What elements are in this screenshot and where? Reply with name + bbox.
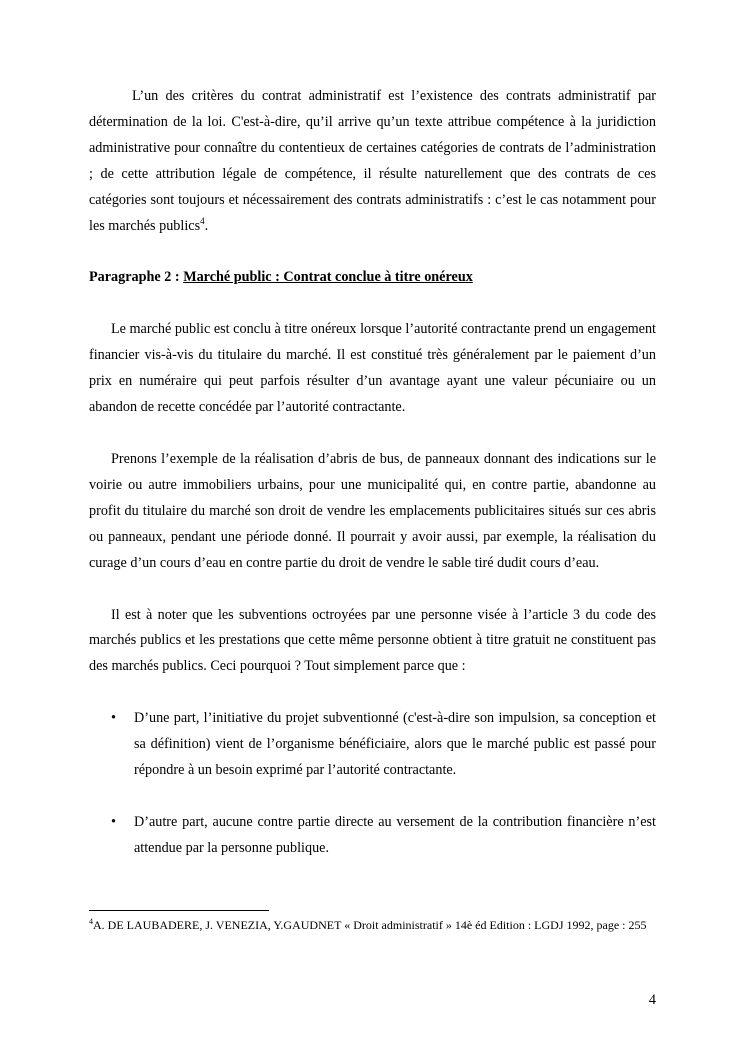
paragraph-text: L’un des critères du contrat administratif est l’existence des contrats administratif par détermination de la loi. C'est-à-dire, qu’il arrive qu’un texte attribue compétence à la juridiction administrative pour connaître du contentieux de certaines catégories de contrats de l’administration ; de cette attribution légale de compétence, il résulte naturellement que des contrats de ces catégories sont toujours et nécessairement des contrats administratifs : c’est le cas notamment pour les marchés publics [89,88,656,234]
bullet-icon: • [111,813,116,830]
bullet-item [89,810,656,862]
bullet-text: D’autre part, aucune contre partie directe au versement de la contribution financière n’est attendue par la personne publique. [134,813,656,856]
heading-prefix: Paragraphe 2 : [89,269,184,286]
document-body [89,84,656,862]
bullet-text: D’une part, l’initiative du projet subventionné (c'est-à-dire son impulsion, sa conception et sa définition) vient de l’organisme bénéficiaire, alors que le marché public est passé pour répondre à un besoin exprimé par l’autorité contractante. [134,710,656,779]
heading-title: Marché public : Contrat conclue à titre onéreux [183,269,473,286]
paragraph-contrat-administratif [89,84,656,239]
footnote-number: 4 [89,917,93,926]
footnote-separator [89,910,269,911]
paragraph-titre-onereux: Le marché public est conclu à titre onéreux lorsque l’autorité contractante prend un engagement financier vis-à-vis du titulaire du marché. Il est constitué très généralement par le paiement d’un prix en numéraire qui peut parfois résulter d’un avantage ayant une valeur pécuniaire ou un abandon de recette concédée par l’autorité contractante. [89,321,656,416]
paragraph-exemple-abris-bus: Prenons l’exemple de la réalisation d’abris de bus, de panneaux donnant des indications sur le voirie ou autre immobiliers urbains, pour une municipalité qui, en contre partie, abandonne au profit du titulaire du marché son droit de vendre les emplacements publicitaires situés sur ces abris ou panneaux, pendant une période donné. Il pourrait y avoir aussi, par exemple, la réalisation du curage d’un cours d’eau en contre partie du droit de vendre le sable tiré dudit cours d’eau. [89,450,656,571]
footnote-reference: 4 [200,215,205,226]
footnote-text: A. DE LAUBADERE, J. VENEZIA, Y.GAUDNET « Droit administratif » 14è éd Edition : LGDJ 1992, page : 255 [93,918,647,932]
section-heading [89,265,656,291]
bullet-item [89,706,656,784]
page-number: 4 [648,992,656,1008]
bullet-icon: • [111,710,116,727]
paragraph-end: . [204,217,209,234]
footnote [89,914,656,936]
paragraph-subventions: Il est à noter que les subventions octroyées par une personne visée à l’article 3 du code des marchés publics et les prestations que cette même personne obtient à titre gratuit ne constituent pas des marchés publics. Ceci pourquoi ? Tout simplement parce que : [89,606,656,675]
bullet-list [89,706,656,862]
